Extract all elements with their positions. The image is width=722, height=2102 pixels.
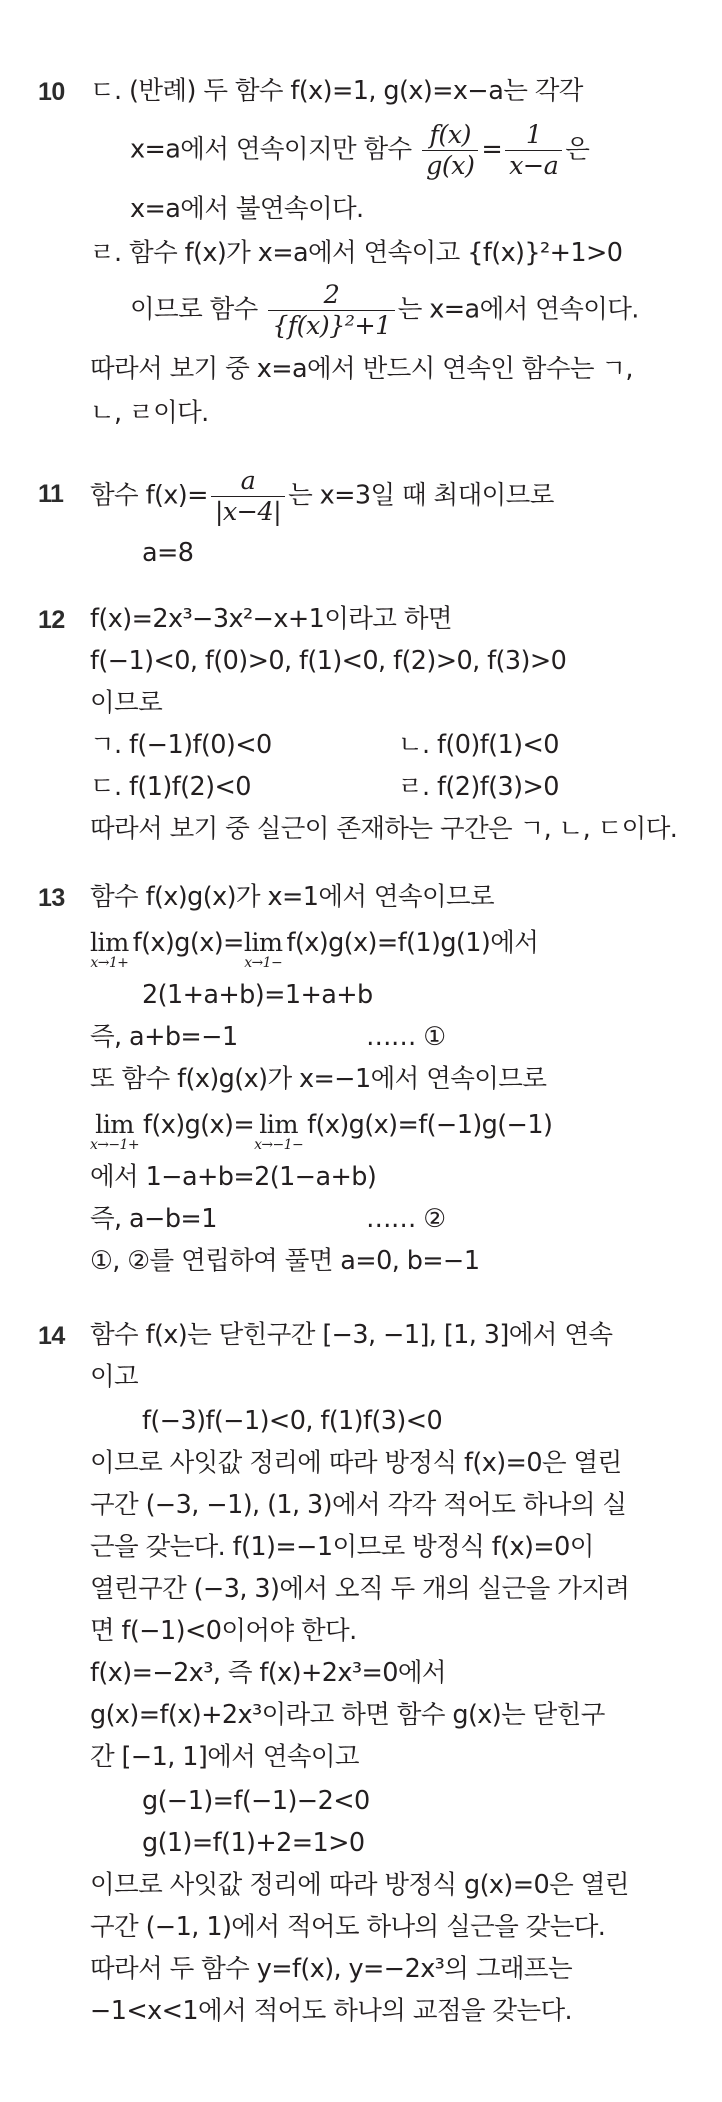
text-line: ㄹ. f(2)f(3)>0 [398, 772, 559, 802]
fraction-denominator: |x−4| [214, 497, 282, 527]
text-line: 에서 1−a+b=2(1−a+b) [90, 1162, 377, 1192]
text-line: f(x)=2x³−3x²−x+1이라고 하면 [90, 604, 452, 634]
text-line: 구간 (−1, 1)에서 적어도 하나의 실근을 갖는다. [90, 1912, 606, 1942]
text-line: ㄹ. 함수 f(x)가 x=a에서 연속이고 {f(x)}²+1>0 [90, 238, 623, 268]
text-line: f(x)=−2x³, 즉 f(x)+2x³=0에서 [90, 1658, 446, 1688]
text-line: …… ① [366, 1022, 446, 1052]
text-line [90, 1106, 553, 1153]
text-segment: f(x)g(x)=f(−1)g(−1) [307, 1110, 553, 1140]
text-line: ㄷ. f(1)f(2)<0 [90, 772, 251, 802]
limit [254, 1112, 303, 1152]
limit-word: lim [90, 928, 129, 958]
text-line: g(−1)=f(−1)−2<0 [142, 1786, 370, 1816]
text-line: 즉, a+b=−1 [90, 1022, 238, 1052]
text-line: 이므로 [90, 688, 163, 718]
text-line: 이고 [90, 1362, 139, 1392]
limit-subscript: x→1+ [90, 955, 129, 971]
text-line: ①, ②를 연립하여 풀면 a=0, b=−1 [90, 1246, 480, 1276]
text-line [90, 924, 539, 971]
text-segment: f(x)g(x)= [143, 1110, 255, 1140]
text-line: 이므로 사잇값 정리에 따라 방정식 g(x)=0은 열린 [90, 1870, 629, 1900]
problem-number: 10 [38, 78, 65, 106]
problem-number: 11 [38, 480, 64, 508]
limit-subscript: x→−1− [254, 1137, 304, 1153]
text-line: g(1)=f(1)+2=1>0 [142, 1828, 365, 1858]
fraction [268, 282, 395, 339]
text-segment: f(x)g(x)= [132, 928, 244, 958]
fraction-denominator: {f(x)}²+1 [272, 311, 391, 341]
text-line: f(−3)f(−1)<0, f(1)f(3)<0 [142, 1406, 443, 1436]
fraction-denominator: g(x) [426, 151, 475, 181]
text-segment: = [481, 134, 503, 165]
fraction-numerator: f(x) [422, 122, 478, 151]
text-line: 따라서 두 함수 y=f(x), y=−2x³의 그래프는 [90, 1954, 572, 1984]
limit-subscript: x→−1+ [90, 1137, 139, 1153]
fraction-denominator: x−a [509, 151, 559, 181]
problem-number: 12 [38, 606, 65, 634]
limit-word: lim [259, 1110, 298, 1140]
text-line [90, 468, 554, 525]
text-line: 구간 (−3, −1), (1, 3)에서 각각 적어도 하나의 실 [90, 1490, 627, 1520]
fraction [505, 122, 562, 179]
problem-number: 13 [38, 884, 65, 912]
text-line: ㄴ. f(0)f(1)<0 [398, 730, 559, 760]
text-line: …… ② [366, 1204, 446, 1234]
text-line: ㄴ, ㄹ이다. [90, 398, 209, 428]
text-segment: 는 x=3일 때 최대이므로 [288, 480, 554, 511]
text-line: g(x)=f(x)+2x³이라고 하면 함수 g(x)는 닫힌구 [90, 1700, 605, 1730]
text-line: 함수 f(x)g(x)가 x=1에서 연속이므로 [90, 882, 495, 912]
text-segment: x=a에서 연속이지만 함수 [130, 134, 412, 165]
text-segment: 이므로 함수 [130, 294, 258, 325]
text-segment: 은 [565, 134, 590, 165]
text-line: 면 f(−1)<0이어야 한다. [90, 1616, 357, 1646]
limit [244, 930, 283, 970]
text-line: 2(1+a+b)=1+a+b [142, 980, 373, 1010]
text-line: ㄱ. f(−1)f(0)<0 [90, 730, 272, 760]
text-line: 근을 갖는다. f(1)=−1이므로 방정식 f(x)=0이 [90, 1532, 594, 1562]
text-segment: 는 x=a에서 연속이다. [397, 294, 639, 325]
text-line [130, 122, 589, 179]
limit-subscript: x→1− [244, 955, 283, 971]
limit [90, 930, 129, 970]
limit-word: lim [95, 1110, 134, 1140]
text-line [130, 282, 639, 339]
text-segment: f(x)g(x)=f(1)g(1)에서 [286, 928, 539, 958]
text-line: 즉, a−b=1 [90, 1204, 217, 1234]
text-line: x=a에서 불연속이다. [130, 194, 364, 224]
fraction-numerator: a [211, 468, 285, 497]
text-line: 이므로 사잇값 정리에 따라 방정식 f(x)=0은 열린 [90, 1448, 622, 1478]
text-line: 함수 f(x)는 닫힌구간 [−3, −1], [1, 3]에서 연속 [90, 1320, 613, 1350]
limit-word: lim [243, 928, 283, 958]
text-line: 또 함수 f(x)g(x)가 x=−1에서 연속이므로 [90, 1064, 547, 1094]
text-line: f(−1)<0, f(0)>0, f(1)<0, f(2)>0, f(3)>0 [90, 646, 567, 676]
limit [90, 1112, 139, 1152]
text-line: 열린구간 (−3, 3)에서 오직 두 개의 실근을 가지려 [90, 1574, 630, 1604]
fraction-numerator: 2 [268, 282, 395, 311]
text-line: 따라서 보기 중 실근이 존재하는 구간은 ㄱ, ㄴ, ㄷ이다. [90, 814, 678, 844]
text-line: −1<x<1에서 적어도 하나의 교점을 갖는다. [90, 1996, 573, 2026]
text-line: 간 [−1, 1]에서 연속이고 [90, 1742, 359, 1772]
fraction [211, 468, 285, 525]
fraction [422, 122, 478, 179]
text-line: ㄷ. (반례) 두 함수 f(x)=1, g(x)=x−a는 각각 [90, 76, 583, 106]
problem-number: 14 [38, 1322, 65, 1350]
text-segment: 함수 f(x)= [90, 480, 208, 511]
text-line: 따라서 보기 중 x=a에서 반드시 연속인 함수는 ㄱ, [90, 354, 633, 384]
fraction-numerator: 1 [505, 122, 562, 151]
text-line: a=8 [142, 538, 194, 568]
